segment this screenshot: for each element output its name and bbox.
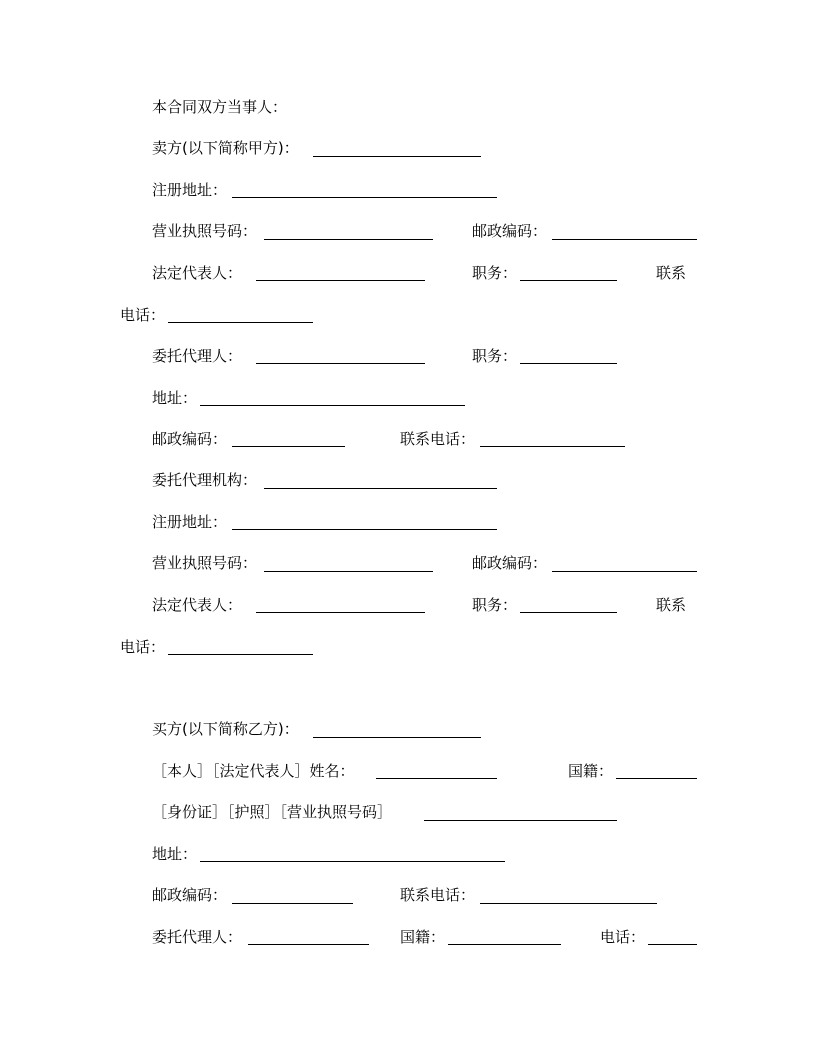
seller-agent-position-label: 职务：: [472, 347, 518, 365]
seller-phone-label: 电话：: [120, 306, 166, 324]
intro-text: 本合同双方当事人：: [152, 98, 288, 116]
agency-phone-label: 电话：: [120, 638, 166, 656]
seller-label: 卖方(以下简称甲方)：: [152, 139, 299, 157]
buyer-postcode-label: 邮政编码：: [152, 886, 228, 904]
seller-name-blank[interactable]: [313, 156, 481, 157]
buyer-label: 买方(以下简称乙方)：: [152, 720, 299, 738]
buyer-postcode-blank[interactable]: [232, 903, 353, 904]
buyer-name-field-blank[interactable]: [376, 778, 497, 779]
buyer-agent-blank[interactable]: [248, 944, 369, 945]
seller-reg-address-label: 注册地址：: [152, 181, 228, 199]
seller-agent-position-blank[interactable]: [520, 363, 617, 364]
seller-contact-label: 联系: [656, 264, 687, 282]
seller-agent-postcode-label: 邮政编码：: [152, 430, 228, 448]
agency-license-blank[interactable]: [264, 571, 433, 572]
agency-legal-rep-blank[interactable]: [256, 612, 425, 613]
buyer-address-label: 地址：: [152, 845, 198, 863]
agency-postcode-blank[interactable]: [552, 571, 697, 572]
buyer-agent-phone-blank[interactable]: [648, 944, 697, 945]
buyer-nationality-blank[interactable]: [616, 778, 697, 779]
agency-position-blank[interactable]: [520, 612, 617, 613]
seller-reg-address-blank[interactable]: [232, 197, 497, 198]
buyer-phone-blank[interactable]: [480, 903, 657, 904]
buyer-agent-nationality-label: 国籍：: [400, 928, 446, 946]
buyer-agent-phone-label: 电话：: [600, 928, 646, 946]
buyer-agent-label: 委托代理人：: [152, 928, 243, 946]
seller-license-blank[interactable]: [264, 239, 433, 240]
seller-postcode-label: 邮政编码：: [472, 222, 548, 240]
seller-agent-phone-blank[interactable]: [480, 446, 625, 447]
agency-position-label: 职务：: [472, 596, 518, 614]
seller-phone-blank[interactable]: [168, 322, 313, 323]
agency-blank[interactable]: [264, 488, 497, 489]
buyer-agent-nationality-blank[interactable]: [448, 944, 561, 945]
buyer-name-blank[interactable]: [313, 737, 481, 738]
seller-agent-label: 委托代理人：: [152, 347, 243, 365]
buyer-nationality-label: 国籍：: [568, 762, 614, 780]
seller-agent-blank[interactable]: [256, 363, 425, 364]
seller-legal-rep-label: 法定代表人：: [152, 264, 243, 282]
seller-license-label: 营业执照号码：: [152, 222, 258, 240]
agency-postcode-label: 邮政编码：: [472, 554, 548, 572]
seller-legal-rep-blank[interactable]: [256, 280, 425, 281]
seller-address-label: 地址：: [152, 389, 198, 407]
agency-phone-blank[interactable]: [168, 654, 313, 655]
seller-postcode-blank[interactable]: [552, 239, 697, 240]
agency-reg-address-blank[interactable]: [232, 529, 497, 530]
seller-address-blank[interactable]: [200, 405, 465, 406]
agency-reg-address-label: 注册地址：: [152, 513, 228, 531]
seller-agent-postcode-blank[interactable]: [232, 446, 345, 447]
buyer-identity-label: ［本人］［法定代表人］姓名：: [152, 762, 355, 780]
seller-position-blank[interactable]: [520, 280, 617, 281]
buyer-phone-label: 联系电话：: [400, 886, 476, 904]
buyer-documents-blank[interactable]: [424, 820, 617, 821]
seller-position-label: 职务：: [472, 264, 518, 282]
buyer-address-blank[interactable]: [200, 861, 505, 862]
agency-legal-rep-label: 法定代表人：: [152, 596, 243, 614]
buyer-documents-label: ［身份证］［护照］［营业执照号码］: [152, 803, 393, 821]
agency-contact-label: 联系: [656, 596, 687, 614]
seller-agent-phone-label: 联系电话：: [400, 430, 476, 448]
agency-label: 委托代理机构：: [152, 471, 258, 489]
agency-license-label: 营业执照号码：: [152, 554, 258, 572]
